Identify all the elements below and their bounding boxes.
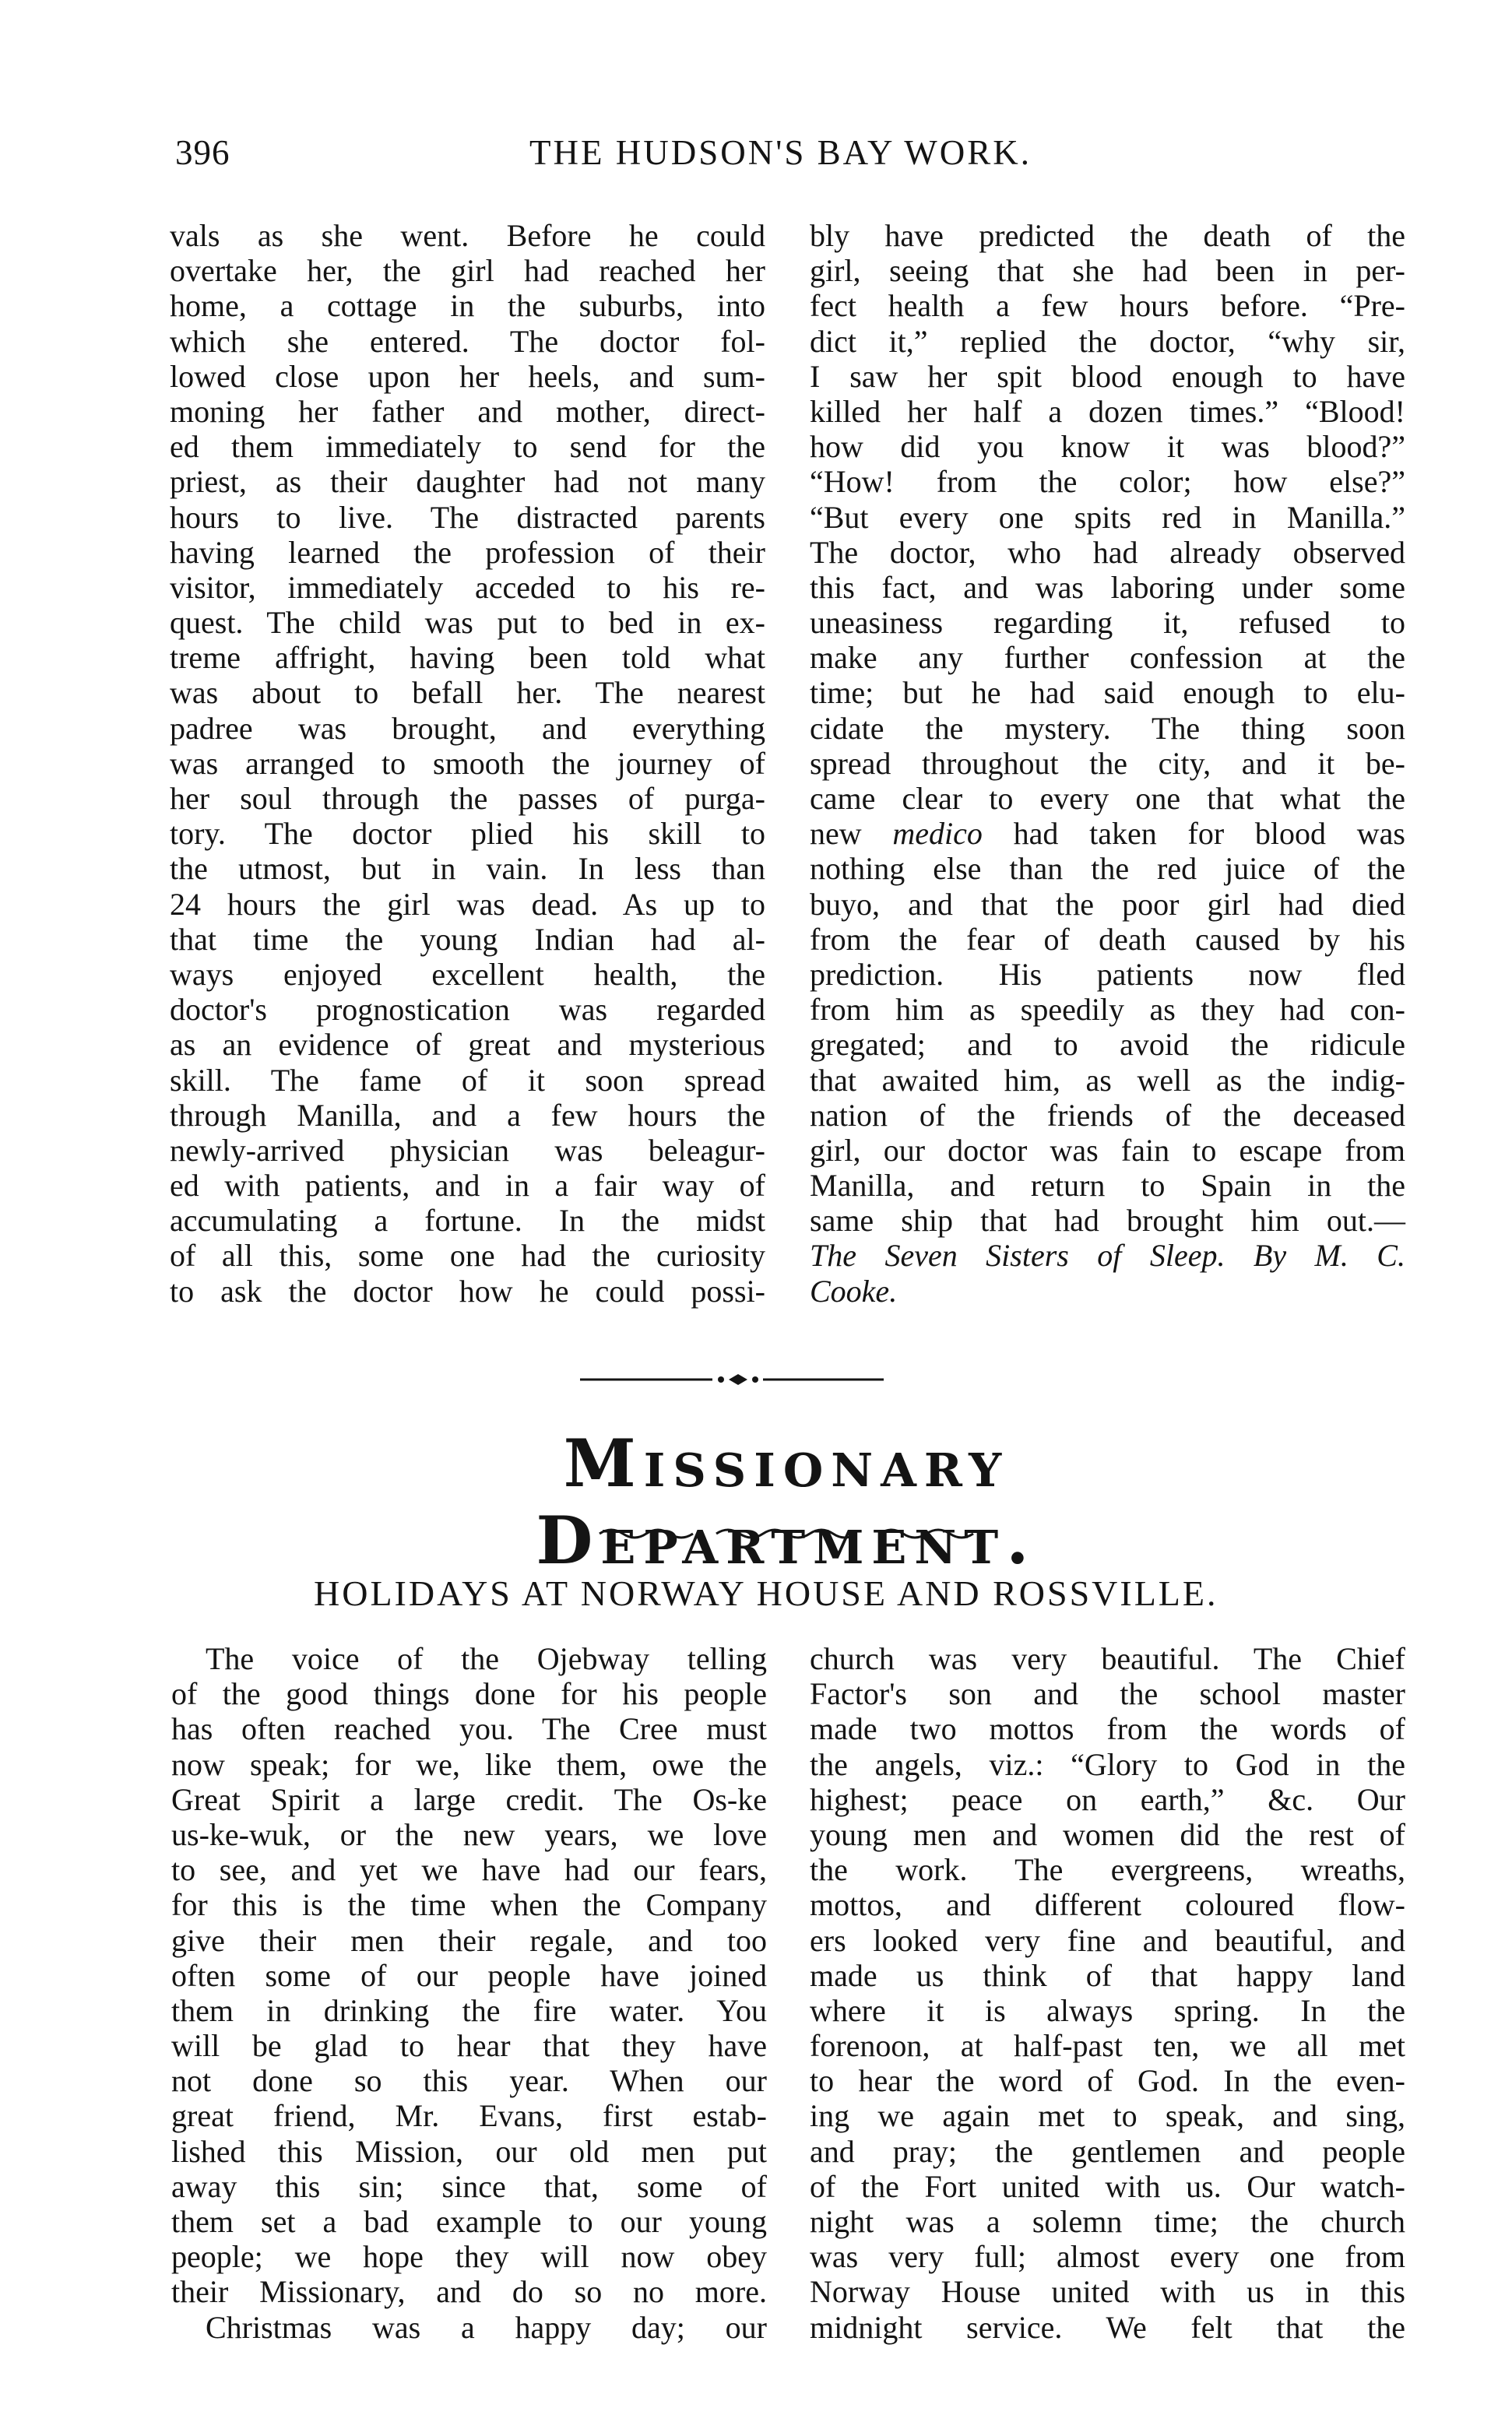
citation-text: Cooke. (810, 1273, 898, 1309)
text-line: padree was brought, and everything (170, 710, 765, 746)
text-line: church was very beautiful. The Chief (810, 1641, 1405, 1676)
text-line: people; we hope they will now obey (171, 2239, 767, 2275)
text-line: prediction. His patients now fled (810, 956, 1405, 992)
top-article-right-lines (810, 218, 1405, 1238)
text-line: give their men their regale, and too (171, 1922, 767, 1958)
text-line: “How! from the color; how else?” (810, 464, 1405, 500)
text-line: overtake her, the girl had reached her (170, 253, 765, 289)
text-line: skill. The fame of it soon spread (170, 1062, 765, 1098)
text-line: the utmost, but in vain. In less than (170, 851, 765, 887)
text-line: was very full; almost every one from (810, 2239, 1405, 2275)
text-line: gregated; and to avoid the ridicule (810, 1027, 1405, 1063)
text-line: night was a solemn time; the church (810, 2204, 1405, 2239)
text-line: this fact, and was laboring under some (810, 569, 1405, 605)
text-line: new medico had taken for blood was (810, 816, 1405, 852)
text-line: to see, and yet we have had our fears, (171, 1852, 767, 1888)
text-line: ers looked very fine and beautiful, and (810, 1922, 1405, 1958)
text-line: was arranged to smooth the journey of (170, 745, 765, 781)
text-line: from the fear of death caused by his (810, 921, 1405, 957)
text-line: make any further confession at the (810, 640, 1405, 676)
running-title: THE HUDSON'S BAY WORK. (529, 133, 1032, 172)
text-line: hours to live. The distracted parents (170, 499, 765, 535)
text-line: ing we again met to speak, and sing, (810, 2098, 1405, 2134)
article-left-column (171, 1641, 767, 2345)
text-line: of the Fort united with us. Our watch- (810, 2168, 1405, 2204)
text-line: The doctor, who had already observed (810, 534, 1405, 570)
top-article-left-column (170, 218, 765, 1309)
text-line: “But every one spits red in Manilla.” (810, 499, 1405, 535)
text-line: time; but he had said enough to elu- (810, 675, 1405, 711)
text-line: having learned the profession of their (170, 534, 765, 570)
text-line: home, a cottage in the suburbs, into (170, 288, 765, 324)
text-line: as an evidence of great and mysterious (170, 1027, 765, 1063)
text-line: away this sin; since that, some of (171, 2168, 767, 2204)
text-line: us-ke-wuk, or the new years, we love (171, 1816, 767, 1852)
text-line: cidate the mystery. The thing soon (810, 710, 1405, 746)
text-line: dict it,” replied the doctor, “why sir, (810, 323, 1405, 359)
text-line: her soul through the passes of purga- (170, 781, 765, 816)
text-line: treme affright, having been told what (170, 640, 765, 676)
citation-text: The Seven Sisters of Sleep. By M. C. (810, 1238, 1405, 1274)
text-line: now speak; for we, like them, owe the (171, 1746, 767, 1782)
heading-flourish (592, 1524, 997, 1543)
citation-line (810, 1274, 1405, 1309)
text-line: Manilla, and return to Spain in the (810, 1168, 1405, 1204)
article-title: HOLIDAYS AT NORWAY HOUSE AND ROSSVILLE. (314, 1573, 1218, 1613)
text-line: made us think of that happy land (810, 1957, 1405, 1993)
article-right-column (810, 1641, 1405, 2345)
text-line: of the good things done for his people (171, 1676, 767, 1712)
text-line: ed with patients, and in a fair way of (170, 1168, 765, 1204)
text-line: often some of our people have joined (171, 1957, 767, 1993)
text-line: has often reached you. The Cree must (171, 1711, 767, 1747)
text-line: the work. The evergreens, wreaths, (810, 1852, 1405, 1888)
text-line: doctor's prognostication was regarded (170, 992, 765, 1028)
page-number: 396 (175, 133, 230, 172)
citation-line (810, 1238, 1405, 1273)
top-article-right-column (810, 218, 1405, 1309)
text-line: buyo, and that the poor girl had died (810, 886, 1405, 922)
text-line: bly have predicted the death of the (810, 218, 1405, 253)
text-line: that time the young Indian had al- (170, 921, 765, 957)
text-line: their Missionary, and do so no more. (171, 2274, 767, 2310)
text-line: visitor, immediately acceded to his re- (170, 569, 765, 605)
text-line: of all this, some one had the curiosity (170, 1238, 765, 1274)
text-line: killed her half a dozen times.” “Blood! (810, 393, 1405, 429)
text-line: for this is the time when the Company (171, 1887, 767, 1923)
text-line: great friend, Mr. Evans, first estab- (171, 2098, 767, 2134)
text-line: priest, as their daughter had not many (170, 464, 765, 500)
text-line: uneasiness regarding it, refused to (810, 605, 1405, 641)
text-line: that awaited him, as well as the indig- (810, 1062, 1405, 1098)
text-line: them set a bad example to our young (171, 2204, 767, 2239)
text-line: lished this Mission, our old men put (171, 2133, 767, 2169)
text-line: mottos, and different coloured flow- (810, 1887, 1405, 1923)
text-line: Christmas was a happy day; our (206, 2309, 767, 2345)
text-line: to hear the word of God. In the even- (810, 2063, 1405, 2099)
text-line: moning her father and mother, direct- (170, 393, 765, 429)
text-line: from him as speedily as they had con- (810, 992, 1405, 1028)
text-line: highest; peace on earth,” &c. Our (810, 1781, 1405, 1817)
page-header (175, 132, 1413, 187)
text-line: made two mottos from the words of (810, 1711, 1405, 1747)
text-line: forenoon, at half-past ten, we all met (810, 2028, 1405, 2064)
text-line: young men and women did the rest of (810, 1816, 1405, 1852)
text-line: not done so this year. When our (171, 2063, 767, 2099)
text-line: Factor's son and the school master (810, 1676, 1405, 1712)
text-line: vals as she went. Before he could (170, 218, 765, 253)
text-line: them in drinking the fire water. You (171, 1992, 767, 2028)
text-line: 24 hours the girl was dead. As up to (170, 886, 765, 922)
text-line: nation of the friends of the deceased (810, 1097, 1405, 1133)
section-divider (576, 1372, 888, 1387)
text-line: girl, seeing that she had been in per- (810, 253, 1405, 289)
text-line: girl, our doctor was fain to escape from (810, 1132, 1405, 1168)
text-line: will be glad to hear that they have (171, 2028, 767, 2064)
text-line: tory. The doctor plied his skill to (170, 816, 765, 852)
text-line: where it is always spring. In the (810, 1992, 1405, 2028)
text-line: midnight service. We felt that the (810, 2309, 1405, 2345)
text-line: newly-arrived physician was beleagur- (170, 1132, 765, 1168)
text-line: same ship that had brought him out.— (810, 1203, 1405, 1239)
text-line: Great Spirit a large credit. The Os-ke (171, 1781, 767, 1817)
text-line: lowed close upon her heels, and sum- (170, 358, 765, 394)
text-line: ways enjoyed excellent health, the (170, 956, 765, 992)
text-line: nothing else than the red juice of the (810, 851, 1405, 887)
text-line: came clear to every one that what the (810, 781, 1405, 816)
text-line: quest. The child was put to bed in ex- (170, 605, 765, 641)
italic-word: medico (892, 816, 983, 852)
text-line: fect health a few hours before. “Pre- (810, 288, 1405, 324)
department-heading: Missionary Department. (536, 1425, 1037, 1579)
text-line: I saw her spit blood enough to have (810, 358, 1405, 394)
text-line: to ask the doctor how he could possi- (170, 1273, 765, 1309)
text-line: Norway House united with us in this (810, 2274, 1405, 2310)
text-line: ed them immediately to send for the (170, 429, 765, 465)
text-line: the angels, viz.: “Glory to God in the (810, 1746, 1405, 1782)
text-line: how did you know it was blood?” (810, 429, 1405, 465)
text-line: was about to befall her. The nearest (170, 675, 765, 711)
text-line: and pray; the gentlemen and people (810, 2133, 1405, 2169)
text-line: through Manilla, and a few hours the (170, 1097, 765, 1133)
text-line: The voice of the Ojebway telling (206, 1641, 767, 1676)
text-line: spread throughout the city, and it be- (810, 745, 1405, 781)
text-line: which she entered. The doctor fol- (170, 323, 765, 359)
text-line: accumulating a fortune. In the midst (170, 1203, 765, 1239)
